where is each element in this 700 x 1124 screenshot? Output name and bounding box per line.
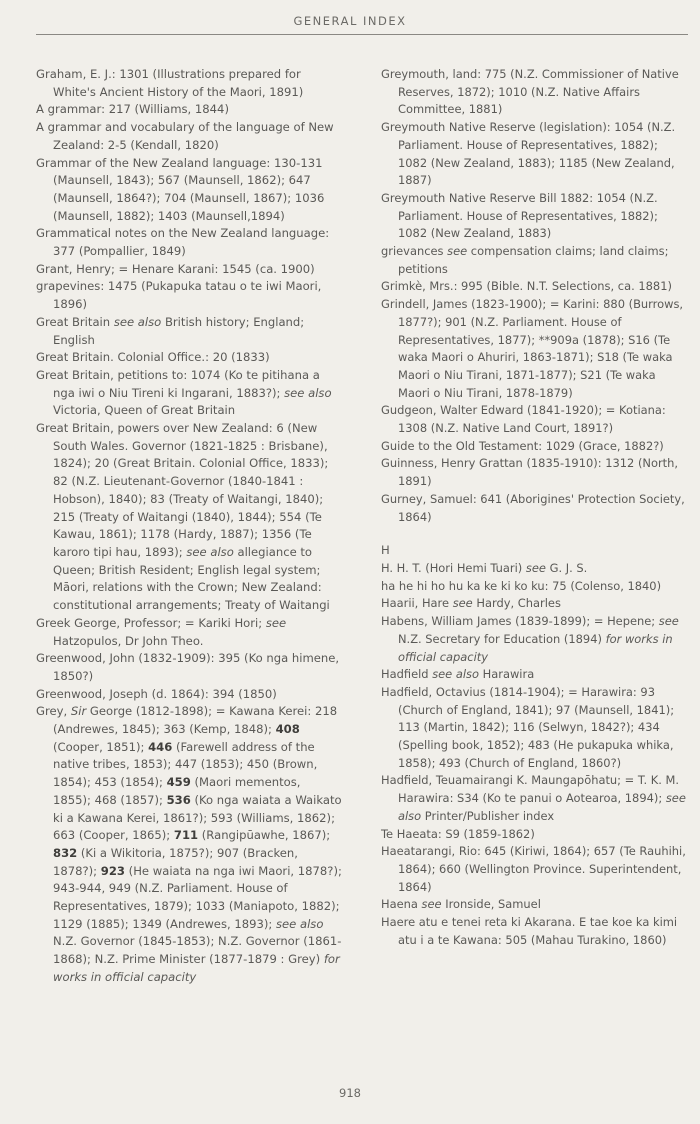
entry-text: Guinness, Henry Grattan (1835-1910): 1312 (North, 1891) bbox=[381, 456, 679, 489]
entry-text: for works in official capacity bbox=[53, 952, 340, 984]
index-entry bbox=[36, 278, 342, 313]
section-letter: H bbox=[381, 543, 390, 558]
entry-text: 459 bbox=[166, 775, 191, 790]
index-entry bbox=[381, 684, 690, 773]
entry-text: Gurney, Samuel: 641 (Aborigines' Protection Society, 1864) bbox=[381, 491, 685, 524]
entry-text: A grammar and vocabulary of the language of New Zealand: 2-5 (Kendall, 1820) bbox=[36, 120, 334, 152]
entry-text: A grammar: 217 (Williams, 1844) bbox=[36, 102, 229, 117]
index-entry bbox=[381, 896, 690, 914]
entry-text: Haena bbox=[381, 897, 422, 912]
entry-text: grapevines: 1475 (Pukapuka tatau o te iwi Maori, 1896) bbox=[36, 279, 322, 312]
entry-text: N.Z. Governor (1845-1853); N.Z. Governor (1861-1868); N.Z. Prime Minister (1877-1879 : Grey) bbox=[53, 934, 342, 967]
entry-text: Grammatical notes on the New Zealand language: 377 (Pompallier, 1849) bbox=[36, 226, 330, 259]
entry-text: (Maori mementos, 1855); 468 (1857); bbox=[53, 775, 301, 807]
running-head: GENERAL INDEX bbox=[293, 14, 407, 28]
entry-text: George (1812-1898); = Kawana Kerei: 218 (Andrewes, 1845); 363 (Kemp, 1848); bbox=[53, 704, 338, 737]
index-entry bbox=[381, 296, 690, 402]
entry-text: see bbox=[265, 615, 287, 630]
index-entry bbox=[36, 155, 342, 226]
index-entry bbox=[36, 101, 342, 119]
index-entry bbox=[36, 349, 342, 367]
index-entry bbox=[381, 278, 690, 296]
entry-text: (Farewell address of the native tribes, 1853); 447 (1853); 450 (Brown, 1854); 453 (1854); bbox=[53, 739, 318, 790]
index-entry bbox=[36, 650, 342, 685]
index-entry bbox=[381, 560, 690, 578]
index-entry bbox=[381, 66, 690, 119]
entry-text: Ironside, Samuel bbox=[441, 897, 541, 912]
index-entry bbox=[36, 66, 342, 101]
entry-text: Sir bbox=[70, 704, 87, 719]
entry-text: Hadfield bbox=[381, 667, 433, 682]
index-entry bbox=[381, 826, 690, 844]
entry-text: see also bbox=[432, 667, 479, 682]
entry-text: Hadfield, Teuamairangi K. Maungapōhatu; = T. K. M. Harawira: S34 (Ko te panui o Aotearoa, 1894); bbox=[381, 773, 680, 806]
entry-text: G. J. S. bbox=[545, 560, 588, 575]
entry-text: Te Haeata: S9 (1859-1862) bbox=[381, 826, 535, 841]
entry-text: see bbox=[452, 596, 473, 611]
entry-text: Great Britain. Colonial Office.: 20 (1833) bbox=[36, 350, 270, 365]
index-entry bbox=[381, 613, 690, 666]
entry-text: (Ki a Wikitoria, 1875?); 907 (Bracken, 1878?); bbox=[53, 845, 298, 878]
index-entry bbox=[381, 843, 690, 896]
index-entry bbox=[36, 615, 342, 650]
entry-text: Great Britain, powers over New Zealand: 6 (New South Wales. Governor (1821-1825 : Brisbane), 1824); 20 (Great Britain. Colonial Office, 1833); 82 (N.Z. Lieutenant-Governor (1840-1841 : Hobson), 1840); 83 (Treaty of Waitangi, 1840); 215 (Treaty of Waitangi (1840), 1844); 554 (Te Kawau, 1861); 1178 (Hardy, 1887); 1356 (Te karoro tipi hau, 1893); bbox=[36, 421, 329, 559]
index-entry bbox=[381, 772, 690, 825]
index-entry bbox=[381, 455, 690, 490]
entry-text: 408 bbox=[275, 722, 300, 737]
entry-text: Grammar of the New Zealand language: 130-131 (Maunsell, 1843); 567 (Maunsell, 1862); 647 (Maunsell, 1864?); 704 (Maunsell, 1867); 1036 (Maunsell, 1882); 1403 (Maunsell,1894) bbox=[36, 155, 325, 223]
entry-text: see also bbox=[113, 314, 162, 329]
entry-text: for works in official capacity bbox=[398, 631, 673, 664]
index-entry bbox=[36, 261, 342, 279]
index-entry bbox=[381, 666, 690, 684]
entry-text: 446 bbox=[148, 739, 173, 754]
entry-text: Hatzopulos, Dr John Theo. bbox=[53, 633, 204, 648]
entry-text: ha he hi ho hu ka ke ki ko ku: 75 (Colenso, 1840) bbox=[381, 578, 662, 593]
entry-text: 711 bbox=[173, 828, 199, 843]
entry-text: Victoria, Queen of Great Britain bbox=[53, 403, 236, 418]
entry-text: Greymouth, land: 775 (N.Z. Commissioner of Native Reserves, 1872); 1010 (N.Z. Native Affairs Committee, 1881) bbox=[381, 67, 679, 117]
entry-text: Greenwood, Joseph (d. 1864): 394 (1850) bbox=[36, 686, 277, 701]
entry-text: Grey, bbox=[36, 704, 71, 719]
index-column-left bbox=[36, 66, 342, 987]
entry-text: Greymouth Native Reserve (legislation): 1054 (N.Z. Parliament. House of Representatives, 1882); 1082 (New Zealand, 1883); 1185 (New Zealand, 1887) bbox=[381, 120, 676, 188]
index-entry bbox=[381, 119, 690, 190]
entry-text: 536 bbox=[166, 792, 191, 807]
entry-text: see bbox=[658, 614, 679, 629]
entry-text: Greymouth Native Reserve Bill 1882: 1054 (N.Z. Parliament. House of Representatives, 1882); 1082 (New Zealand, 1883) bbox=[381, 190, 658, 241]
index-entry bbox=[36, 686, 342, 704]
index-entry bbox=[36, 420, 342, 615]
entry-text: see bbox=[421, 897, 442, 912]
index-entry bbox=[381, 578, 690, 596]
entry-text: see also bbox=[186, 544, 234, 559]
entry-text: see also bbox=[284, 385, 332, 400]
entry-text: Greenwood, John (1832-1909): 395 (Ko nga himene, 1850?) bbox=[36, 651, 340, 683]
entry-text: (Cooper, 1851); bbox=[53, 739, 149, 754]
entry-text: British history; England; English bbox=[53, 314, 305, 347]
entry-text: grievances bbox=[381, 244, 448, 259]
entry-text: 923 bbox=[100, 863, 125, 878]
entry-text: Harawira bbox=[479, 667, 535, 682]
entry-text: allegiance to Queen; British Resident; English legal system; Māori, relations with the Crown; New Zealand: constitutional arrangements; Treaty of Waitangi bbox=[53, 544, 330, 613]
entry-text: Grimkè, Mrs.: 995 (Bible. N.T. Selections, ca. 1881) bbox=[381, 279, 672, 294]
index-entry bbox=[381, 243, 690, 278]
entry-text: see also bbox=[275, 916, 324, 931]
page-number: 918 bbox=[339, 1086, 361, 1100]
entry-text: Great Britain, petitions to: 1074 (Ko te pitihana a nga iwi o Niu Tireni ki Ingarani, 1883?); bbox=[36, 367, 320, 400]
index-entry bbox=[36, 703, 342, 986]
entry-text: (Ko nga waiata a Waikato ki a Kawana Kerei, 1861?); 593 (Williams, 1862); 663 (Cooper, 1865); bbox=[53, 792, 342, 843]
entry-text: (Rangipūawhe, 1867); bbox=[198, 828, 331, 843]
entry-text: Gudgeon, Walter Edward (1841-1920); = Kotiana: 1308 (N.Z. Native Land Court, 1891?) bbox=[381, 403, 666, 436]
entry-text: Hadfield, Octavius (1814-1904); = Harawira: 93 (Church of England, 1841); 97 (Maunsell, 1841); 113 (Martin, 1842); 116 (Selwyn, 1842?); 434 (Spelling book, 1852); 483 (He pukapuka whika, 1858); 493 (Church of England, 1860?) bbox=[381, 684, 675, 770]
entry-text: see also bbox=[398, 791, 686, 823]
entry-text: Haarii, Hare bbox=[381, 596, 453, 611]
entry-text: Habens, William James (1839-1899); = Hepene; bbox=[381, 614, 659, 629]
index-entry bbox=[381, 190, 690, 243]
index-entry bbox=[381, 491, 690, 526]
entry-text: see bbox=[447, 244, 468, 259]
entry-text: H. H. T. (Hori Hemi Tuari) bbox=[381, 560, 526, 575]
index-entry bbox=[381, 402, 690, 437]
index-entry bbox=[36, 119, 342, 154]
entry-text: 832 bbox=[53, 845, 78, 860]
index-column-right bbox=[381, 66, 690, 949]
header-rule bbox=[36, 34, 688, 35]
entry-text: N.Z. Secretary for Education (1894) bbox=[398, 631, 606, 646]
index-entry bbox=[381, 438, 690, 456]
entry-text: Guide to the Old Testament: 1029 (Grace, 1882?) bbox=[381, 438, 664, 453]
entry-text: Haere atu e tenei reta ki Akarana. E tae koe ka kimi atu i a te Kawana: 505 (Mahau Turakino, 1860) bbox=[381, 915, 678, 947]
index-entry bbox=[381, 914, 690, 949]
entry-text: Graham, E. J.: 1301 (Illustrations prepared for White's Ancient History of the Maori, 1891) bbox=[36, 67, 304, 99]
entry-text: Grant, Henry; = Henare Karani: 1545 (ca. 1900) bbox=[36, 261, 315, 276]
index-entry bbox=[36, 367, 342, 420]
entry-text: (He waiata na nga iwi Maori, 1878?); 943-944, 949 (N.Z. Parliament. House of Representatives, 1879); 1033 (Maniapoto, 1882); 1129 (1885); 1349 (Andrewes, 1893); bbox=[53, 863, 342, 931]
entry-text: Hardy, Charles bbox=[472, 596, 561, 611]
entry-text: Great Britain bbox=[36, 314, 114, 329]
entry-text: Haeatarangi, Rio: 645 (Kiriwi, 1864); 657 (Te Rauhihi, 1864); 660 (Wellington Province. Superintendent, 1864) bbox=[381, 844, 686, 894]
entry-text: Greek George, Professor; = Kariki Hori; bbox=[36, 615, 266, 630]
entry-text: Printer/Publisher index bbox=[421, 808, 555, 823]
index-entry bbox=[381, 595, 690, 613]
index-entry bbox=[36, 225, 342, 260]
index-entry bbox=[36, 314, 342, 349]
entry-text: see bbox=[525, 560, 546, 575]
entry-text: compensation claims; land claims; petitions bbox=[398, 244, 669, 276]
entry-text: Grindell, James (1823-1900); = Karini: 880 (Burrows, 1877?); 901 (N.Z. Parliament. House of Representatives, 1877); **909a (1878); S16 (Te waka Maori o Ahuriri, 1863-1871); S18 (Te waka Maori o Niu Tirani, 1871-1877); S21 (Te waka Maori o Niu Tirani, 1878-1879) bbox=[381, 297, 684, 400]
